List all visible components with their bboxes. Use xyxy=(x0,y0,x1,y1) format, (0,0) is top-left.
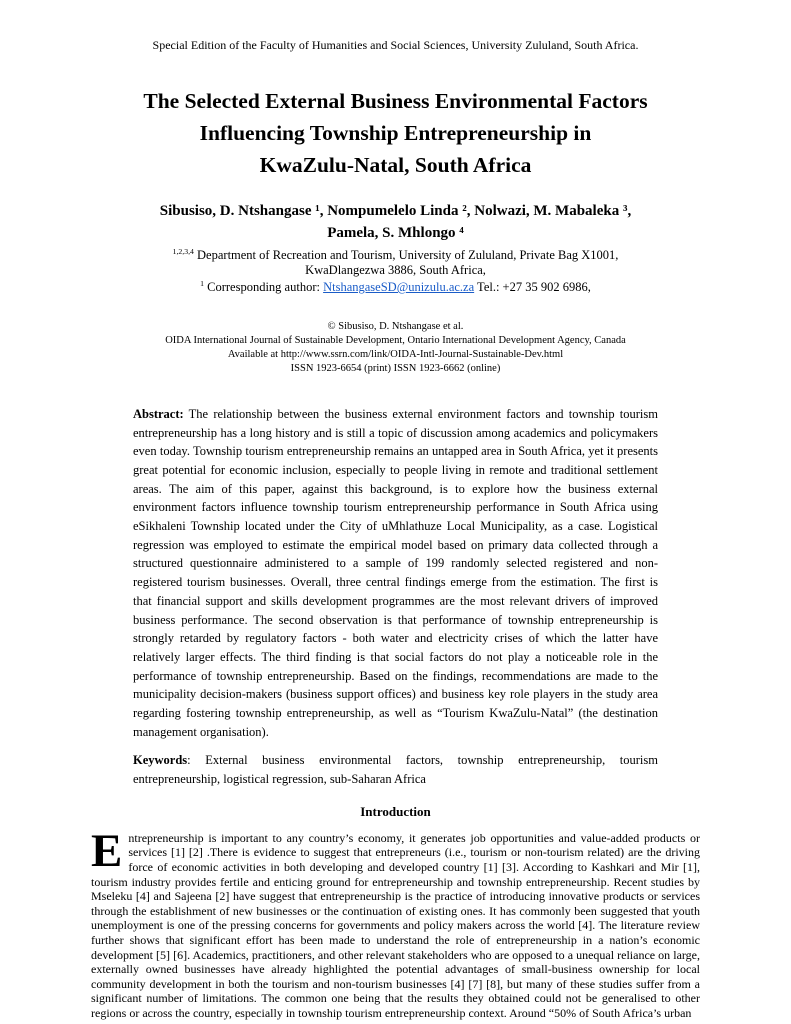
affiliation-superscript: 1,2,3,4 xyxy=(172,247,194,256)
affiliation-dept-text: Department of Recreation and Tourism, University of Zululand, Private Bag X1001, xyxy=(193,248,619,263)
availability-line: Available at http://www.ssrn.com/link/OIDA-Intl-Journal-Sustainable-Dev.html xyxy=(227,348,564,360)
paper-title-line-1: The Selected External Business Environmental Factors xyxy=(143,89,648,113)
affiliation-line-2: KwaDlangezwa 3886, South Africa, xyxy=(305,262,486,277)
abstract-label: Abstract: xyxy=(133,406,184,421)
keywords-label: Keywords xyxy=(133,753,188,768)
dropcap-letter: E xyxy=(91,824,123,877)
corresponding-suffix: Tel.: +27 35 902 6986, xyxy=(474,280,591,295)
introduction-body: ntrepreneurship is important to any country’s economy, it generates job opportunities and value-added products or services [1] [2] .There is evidence to suggest that entrepreneurs (i.e., tourism or non-tourism related) are the driving force of economic activities in both developing and developed country [1] [3]. According to Kashkari and Mir [1], tourism industry provides fertile and enticing ground for entrepreneurship and township entrepreneurship. Recent studies by Mseleku [4] and Sajeena [2] have suggest that entrepreneurship is the practice of introducing innovative products or services through the establishment of new businesses or the continuation of existing ones. It has commonly been suggested that youth unemployment is one of the pressing concerns for governments and policy makers across the world [4]. The literature review further shows that significant effort has been made to understand the role of entrepreneurship in a nation’s economic development [5] [6]. Academics, practitioners, and other relevant stakeholders who are opposed to a unequal reliance on large, externally owned businesses have already highlighted the potential advantages of small-business ownership for local community development in both the tourism and non-tourism businesses [4] [7] [8], but many of these studies suffer from a significant number of limitations. The common one being that the results they obtained could not be generalised to other regions or across the country, especially in township tourism entrepreneurship context. Around “50% of South Africa’s urban xyxy=(91,830,700,1020)
author-line-1: Sibusiso, D. Ntshangase ¹, Nompumelelo Linda ², Nolwazi, M. Mabaleka ³, xyxy=(159,203,632,219)
keywords-body: : External business environmental factors, township entrepreneurship, tourism entrepreneurship, logistical regression, sub-Saharan Africa xyxy=(133,753,658,787)
paper-title xyxy=(0,85,791,181)
keywords-paragraph xyxy=(133,751,658,788)
journal-header-note: Special Edition of the Faculty of Humanities and Social Sciences, University Zululand, South Africa. xyxy=(152,38,639,52)
paper-title-line-2: Influencing Township Entrepreneurship in xyxy=(199,121,592,145)
abstract-body: The relationship between the business external environment factors and township tourism entrepreneurship has a long history and is still a topic of discussion among academics and policymakers even today. Township tourism entrepreneurship remains an untapped area in South Africa, yet it presents great potential for economic inclusion, especially to people living in remote and traditional settlement areas. The aim of this paper, against this background, is to explore how the business external environment factors influence township tourism entrepreneurship performance in South Africa using eSikhaleni Township located under the City of uMhlathuze Local Municipality, as a case. Logistical regression was employed to estimate the empirical model based on primary data collected through a structured questionnaire administered to a sample of 199 randomly selected registered and non-registered tourism businesses. Overall, three central findings emerge from the estimation. The first is that financial support and skills development programmes are the most relevant drivers of improved business performance. The second observation is that performance of township entrepreneurship is strongly retarded by regulatory factors - both water and electricity crises of which the latter have relatively larger effects. The third finding is that social factors do not play a noticeable role in the performance of township entrepreneurship. Based on the findings, recommendations are made to the municipality decision-makers (business support offices) and business key role players in the study area regarding fostering township entrepreneurship, as well as “Tourism KwaZulu-Natal” (the destination management organisation). xyxy=(133,406,658,739)
corresponding-author-line xyxy=(0,277,791,295)
paper-title-line-3: KwaZulu-Natal, South Africa xyxy=(259,153,532,177)
imprint-block xyxy=(0,320,791,376)
issn-line: ISSN 1923-6654 (print) ISSN 1923-6662 (online) xyxy=(290,362,501,374)
introduction-paragraph xyxy=(91,824,700,1021)
email-link[interactable]: NtshangaseSD@unizulu.ac.za xyxy=(323,280,475,295)
introduction-heading: Introduction xyxy=(360,803,431,819)
abstract-paragraph xyxy=(133,405,658,742)
affiliation-line-1 xyxy=(0,245,791,263)
copyright-line: © Sibusiso, D. Ntshangase et al. xyxy=(327,320,464,332)
author-line-2: Pamela, S. Mhlongo ⁴ xyxy=(327,225,464,241)
corresponding-prefix: Corresponding author: xyxy=(204,280,324,295)
affiliation-block xyxy=(0,245,791,295)
author-list xyxy=(0,200,791,244)
corresponding-superscript: 1 xyxy=(200,279,204,289)
journal-line: OIDA International Journal of Sustainable Development, Ontario International Development Agency, Canada xyxy=(165,334,626,346)
